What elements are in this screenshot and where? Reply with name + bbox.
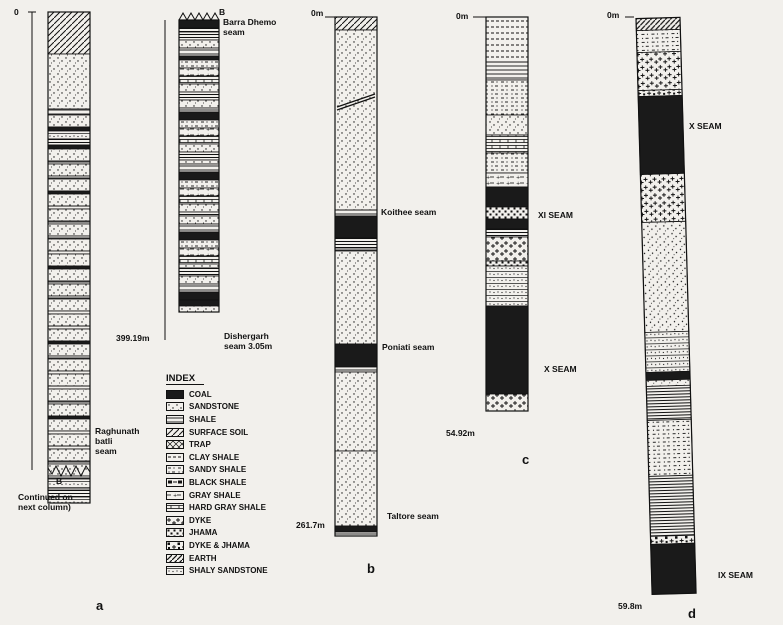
col-b-cont-top-marker: B [219,7,226,17]
stratum-layer [48,311,90,314]
legend-swatch [166,566,184,575]
stratum-layer [179,84,219,92]
stratum-layer [486,207,528,219]
stratum-layer [48,359,90,371]
legend-label: SHALY SANDSTONE [189,566,268,576]
stratum-layer [48,476,90,479]
stratum-layer [179,20,219,28]
legend-item [166,514,316,527]
stratum-layer [48,251,90,254]
stratum-layer [48,191,90,194]
legend-label: DYKE [189,515,212,525]
stratum-layer [486,153,528,173]
stratum-layer [179,60,219,68]
stratum-layer [179,92,219,100]
legend-swatch [166,528,184,537]
stratum-layer [486,62,528,80]
stratum-layer [48,149,90,161]
column-continuation-b [165,13,219,340]
stratum-layer [486,219,528,229]
legend-item [166,413,316,426]
stratum-layer [179,306,219,312]
stratum-layer [48,209,90,221]
stratum-layer [486,306,528,394]
stratum-layer [48,269,90,281]
legend-swatch [166,465,184,474]
legend-label: EARTH [189,553,217,563]
stratum-layer [179,188,219,196]
stratum-layer [636,17,680,30]
legend-item [166,527,316,540]
stratum-layer [48,329,90,341]
stratum-layer [48,296,90,299]
stratum-layer [335,238,377,248]
stratum-layer [335,451,377,526]
stratum-layer [48,449,90,461]
column-b [325,17,377,536]
stratum-layer [48,206,90,209]
stratum-layer [179,120,219,128]
stratum-layer [179,136,219,144]
stratum-layer [179,196,219,204]
legend-item [166,489,316,502]
stratum-layer [48,115,90,127]
stratum-layer [48,386,90,389]
legend-label: JHAMA [189,528,218,538]
seam-label-taltore: Taltore seam [387,511,439,521]
stratum-layer [179,68,219,76]
seam-label-ix: IX SEAM [718,570,753,580]
stratum-layer [486,80,528,115]
legend-item [166,564,316,577]
stratum-layer [179,216,219,224]
legend-item [166,438,316,451]
legend-label: SANDSTONE [189,402,240,412]
legend-item [166,476,316,489]
legend-label: CLAY SHALE [189,452,240,462]
stratum-layer [179,164,219,172]
stratum-layer [48,254,90,266]
stratum-layer [335,216,377,238]
stratum-layer [48,416,90,419]
seam-label-x-d: X SEAM [689,121,722,131]
stratum-layer [335,372,377,451]
stratum-layer [48,127,90,131]
panel-letter-c: c [522,452,530,467]
legend-swatch [166,402,184,411]
stratum-layer [48,314,90,326]
stratum-layer [48,479,90,489]
stratum-layer [48,12,90,54]
stratum-layer [48,404,90,416]
stratum-layer [179,232,219,240]
stratum-layer [48,224,90,236]
stratum-layer [179,144,219,152]
seam-label-x-c: X SEAM [544,364,577,374]
stratum-layer [48,176,90,179]
stratum-layer [638,95,684,174]
stratum-layer [179,268,219,276]
stratum-layer [179,284,219,292]
stratum-layer [486,394,528,411]
stratum-layer [335,210,377,216]
stratum-layer [335,526,377,532]
stratum-layer [179,240,219,248]
stratum-layer [48,419,90,431]
col-b-cont-bottom-depth: 399.19m [116,333,150,343]
stratum-layer [48,131,90,139]
legend-item [166,539,316,552]
stratum-layer [48,401,90,404]
col-a-bottom-marker: B [56,476,63,486]
legend-label: SHALE [189,414,217,424]
stratum-layer [335,30,377,210]
stratum-layer [48,431,90,434]
column-d [625,17,696,594]
legend-index [166,373,316,577]
legend-swatch [166,415,184,424]
legend-swatch [166,390,184,399]
stratum-layer [48,179,90,191]
stratum-layer [48,164,90,176]
stratum-layer [48,326,90,329]
stratum-layer [486,261,528,266]
legend-swatch [166,554,184,563]
stratum-layer [179,56,219,60]
legend-label: DYKE & JHAMA [189,540,250,550]
legend-item [166,388,316,401]
panel-letter-a: a [96,598,104,613]
stratum-layer [179,276,219,284]
legend-swatch [166,478,184,487]
stratum-layer [651,543,696,594]
stratum-layer [48,389,90,401]
legend-swatch [166,541,184,550]
stratum-layer [179,152,219,160]
stratum-layer [179,32,219,40]
stratum-layer [642,221,689,332]
panel-letter-d: d [688,606,696,621]
stratum-layer [335,17,377,30]
stratum-layer [645,331,690,372]
stratum-layer [48,341,90,344]
stratum-layer [335,367,377,372]
stratum-layer [48,139,90,145]
stratum-layer [48,236,90,239]
stratum-layer [179,256,219,264]
legend-item [166,464,316,477]
legend-swatch [166,503,184,512]
stratum-layer [486,17,528,62]
seam-label-xi: XI SEAM [538,210,573,220]
stratum-layer [335,251,377,344]
panel-letter-b: b [367,561,375,576]
stratum-layer [48,161,90,164]
col-b-top-depth: 0m [311,8,324,18]
stratum-layer [179,264,219,268]
legend-label: TRAP [189,440,211,450]
stratum-layer [637,51,682,90]
legend-item [166,401,316,414]
stratum-layer [179,40,219,48]
legend-label: HARD GRAY SHALE [189,503,266,513]
stratum-layer [486,135,528,153]
stratum-layer [179,172,219,180]
stratum-layer [179,204,219,212]
stratum-layer [179,248,219,256]
col-c-top-depth: 0m [456,11,469,21]
stratum-layer [179,180,219,188]
stratum-layer [48,434,90,446]
stratum-layer [486,237,528,261]
legend-swatch [166,453,184,462]
stratum-layer [179,212,219,216]
legend-item [166,501,316,514]
seam-label-raghunath: Raghunath batli seam [95,426,140,456]
legend-title: INDEX [166,373,204,385]
legend-item [166,552,316,565]
stratum-layer [48,374,90,386]
legend-swatch [166,428,184,437]
broken-top-edge [179,13,219,20]
stratum-layer [48,371,90,374]
stratum-layer [179,224,219,232]
stratum-layer [640,173,685,222]
seam-label-koithee: Koithee seam [381,207,437,217]
col-d-bottom-depth: 59.8m [618,601,643,611]
stratum-layer [636,29,681,52]
seam-label-poniati: Poniati seam [382,342,435,352]
column-a [28,12,90,503]
stratum-layer [48,221,90,224]
legend-label: SANDY SHALE [189,465,247,475]
legend-label: SURFACE SOIL [189,427,249,437]
stratum-layer [48,344,90,356]
stratum-layer [179,160,219,164]
stratum-layer [335,248,377,251]
stratum-layer [486,229,528,237]
stratum-layer [179,28,219,32]
stratum-layer [48,356,90,359]
stratum-layer [179,48,219,56]
column-c [473,17,528,411]
continued-note: Continued on next column) [18,492,73,512]
col-c-bottom-depth: 54.92m [446,428,475,438]
stratum-layer [48,266,90,269]
stratum-layer [486,115,528,135]
stratum-layer [179,300,219,306]
col-d-top-depth: 0m [607,10,620,20]
stratum-layer [486,187,528,207]
col-b-bottom-depth: 261.7m [296,520,325,530]
seam-label-dishergarh: Dishergarh seam 3.05m [224,331,273,351]
stratum-layer [179,292,219,300]
stratum-layer [179,128,219,136]
stratum-layer [646,385,691,420]
stratum-layer [48,299,90,311]
legend-item [166,451,316,464]
stratum-layer [48,194,90,206]
legend-swatch [166,491,184,500]
stratum-layer [48,284,90,296]
legend-swatch [166,440,184,449]
stratum-layer [48,461,90,464]
legend-item [166,426,316,439]
stratum-layer [335,344,377,367]
stratum-layer [48,109,90,115]
stratum-layer [486,173,528,187]
stratum-layer [649,475,695,536]
legend-label: GRAY SHALE [189,490,241,500]
stratum-layer [179,112,219,120]
seam-label-barra-dhemo: Barra Dhemo seam [223,17,277,37]
stratum-layer [48,54,90,109]
stratum-layer [179,76,219,84]
legend-label: BLACK SHALE [189,477,247,487]
stratum-layer [48,239,90,251]
stratum-layer [48,446,90,449]
stratum-layer [179,108,219,112]
legend-swatch [166,516,184,525]
stratum-layer [486,266,528,306]
stratum-layer [647,419,693,476]
stratum-layer [179,100,219,108]
stratum-layer [48,145,90,149]
col-a-top-depth: 0 [14,7,19,17]
stratum-layer [48,281,90,284]
legend-label: COAL [189,389,212,399]
